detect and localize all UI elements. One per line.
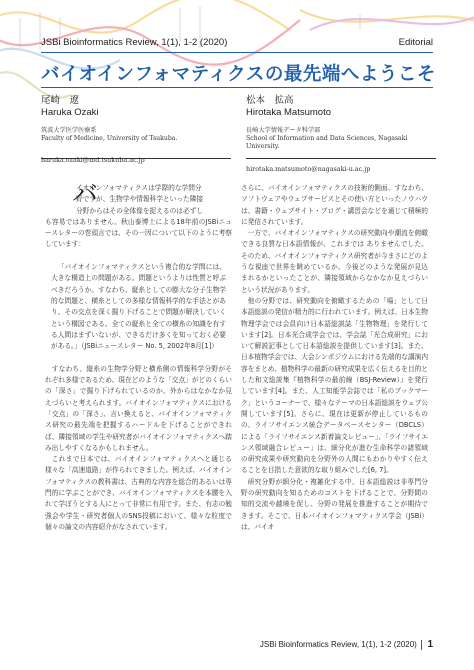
body-column-left [45,180,232,533]
author-name-en: Hirotaka Matsumoto [246,107,332,118]
author-affiliation [246,127,436,152]
title-rule [41,87,433,88]
body-paragraph: 他の分野では、研究動向を俯瞰するための「場」として日本語総説の発信が精力的に行われています。例えば、日本生物物理学会では会員向け日本語総説誌「生物物理」を発行しています[2]。日本光合成学会では、学会誌「光合成研究」において解説記事として日本語総説を提供しています[3]。また、日本植物学会では、大会シンポジウムにおける先端的な講演内容をまとめ、植物科学の最新の研究成果を広く伝えるを目的とした和文総説集『植物科学の最前線（BSJ-Review）』を発行しています[4]。また、人工知能学会誌では「私のブックマーク」というコーナーで、様々なテーマの日本語総説をウェブ公開しています[5]。さらに、現在は更新が停止しているものの、ライフサイエンス統合データベースセンター（DBCLS）による「ライフサイエンス新着論文レビュー」、「ライフサイエンス領域融合レビュー」は、細分化が進む生命科学の諸領域の研究成果や研究動向を分野外の人間にもわかりやすく伝えることを目指した意欲的な取り組みでした[6, 7]。 [241,296,429,475]
quote-text: 「バイオインフォマティクスという複合的な学問には、大きな構造上の問題がある。問題というよりは性質と呼ぶべきだろうか。すなわち、縦糸としての膨大な分子生物学的な問題と、横糸としての多様な情報科学的な手法とがあり、その交点を深く掘り下げることで問題が解決していくという構図である。全ての縦糸と全ての横糸の知識を有する人間はまずいないが、できるだけ多くを知っておく必要がある。」（JSBiニュースレター No. 5, 2002年8月[1]） [51,263,226,351]
affiliation-en: School of Information and Data Sciences, Nagasaki University. [246,135,408,151]
body-paragraph: これまで日本では、バイオインフォマティクスへと通じる様々な「高速道路」が作られてきました。例えば、バイオインフォマティクスの教科書は、古典的な内容を総合的あるいは専門的に学ぶことができ、バイオインフォマティクスを本腰を入れて学ぼうとする人にとって非常に有用です。また、有志の勉強会や学生・研究者個人のSNS投稿において、様々な粒度で個々の論文の内容紹介がなされています。 [45,455,232,531]
article-title: バイオインフォマティクスの最先端へようこそ [41,64,436,85]
drop-cap: バ [72,180,99,210]
block-quote [51,262,226,352]
body-paragraph: すなわち、縦糸の生物学分野と横糸側の情報科学分野がそれぞれ多様であるため、現在どのような「交点」がどのくらいの「深さ」で掘り下げられているのか、外からはなかなか見えづらいと考えられます。バイオインフォマティクスにおける「交点」の「深さ」、言い換えると、バイオインフォマティクス研究の最先端を把握するハードルを下げることができれば、隣接領域の学生や研究者がバイオインフォマティクスへ踏み出しやすくなるかもしれません。 [45,364,232,452]
footer-journal: JSBi Bioinformatics Review, 1(1), 1-2 (2020) [259,640,417,649]
author-name-ja: 松本 拡高 [246,95,294,106]
header-rule [41,52,433,53]
body-paragraph: さらに、バイオインフォマティクスの技術的側面、すなわち、ソフトウェアやウェブサービスとその使い方といったノウハウは、書籍・ウェブサイト・ブログ・講習会などを通じて積極的に発信されています。 [241,184,428,226]
page-footer [260,639,433,650]
affiliation-ja: 長崎大学情報データ科学部 [246,127,321,134]
intro-line: イオインフォマティクスは学際的な学問分 [76,184,202,192]
author-block-1 [41,95,231,164]
intro-line: 分野からはその全体像を捉えるのは必ずし [76,206,204,215]
running-header [41,37,433,51]
affiliation-ja: 筑波大学医学医療系 [41,127,97,134]
body-paragraph: 一方で、バイオインフォマティクスの研究動向や潮流を俯瞰できる良質な日本語情報が、これまでは ありませんでした。そのため、バイオインフォマティクス研究者が今まさにどのような視座で世界を眺めているか、今後どのような発展が見込まれるかといったことが、隣接領域からなかなか見えづらいという状況があります。 [241,229,428,294]
header-section: Editorial [398,37,433,48]
intro-paragraph: も容易ではありません。秋山泰博士による18年前のJSBiニュースレターの巻頭言では、その一因について以下のように考察しています： [45,217,232,249]
author-affiliation [41,127,231,143]
author-rule [246,158,436,159]
header-journal: JSBi Bioinformatics Review, 1(1), 1-2 (2020) [41,37,228,48]
intro-line: 野ですが、生物学や情報科学といった隣接 [76,195,204,204]
author-rule [41,158,231,159]
page-number: 1 [427,639,433,650]
author-email[interactable]: hirotaka.matsumoto@nagasaki-u.ac.jp [246,164,371,173]
author-block-2 [246,95,436,173]
author-name-en: Haruka Ozaki [41,107,99,118]
footer-divider [421,640,423,650]
author-name-ja: 尾崎 遼 [41,95,80,106]
body-column-right [241,183,428,533]
body-paragraph: 研究分野が細分化・複雑化する中、日本語総説は非専門分野の研究動向を知るためのコストを下げることで、分野間の知的交流や越境を促し、分野の発展を推進することが期待できます。そこで、日本バイオインフォマティクス学会（JSBi）は、バイオ [241,477,428,531]
author-email[interactable]: haruka.ozaki@md.tsukuba.ac.jp [41,156,145,165]
affiliation-en: Faculty of Medicine, University of Tsukuba. [41,135,178,143]
